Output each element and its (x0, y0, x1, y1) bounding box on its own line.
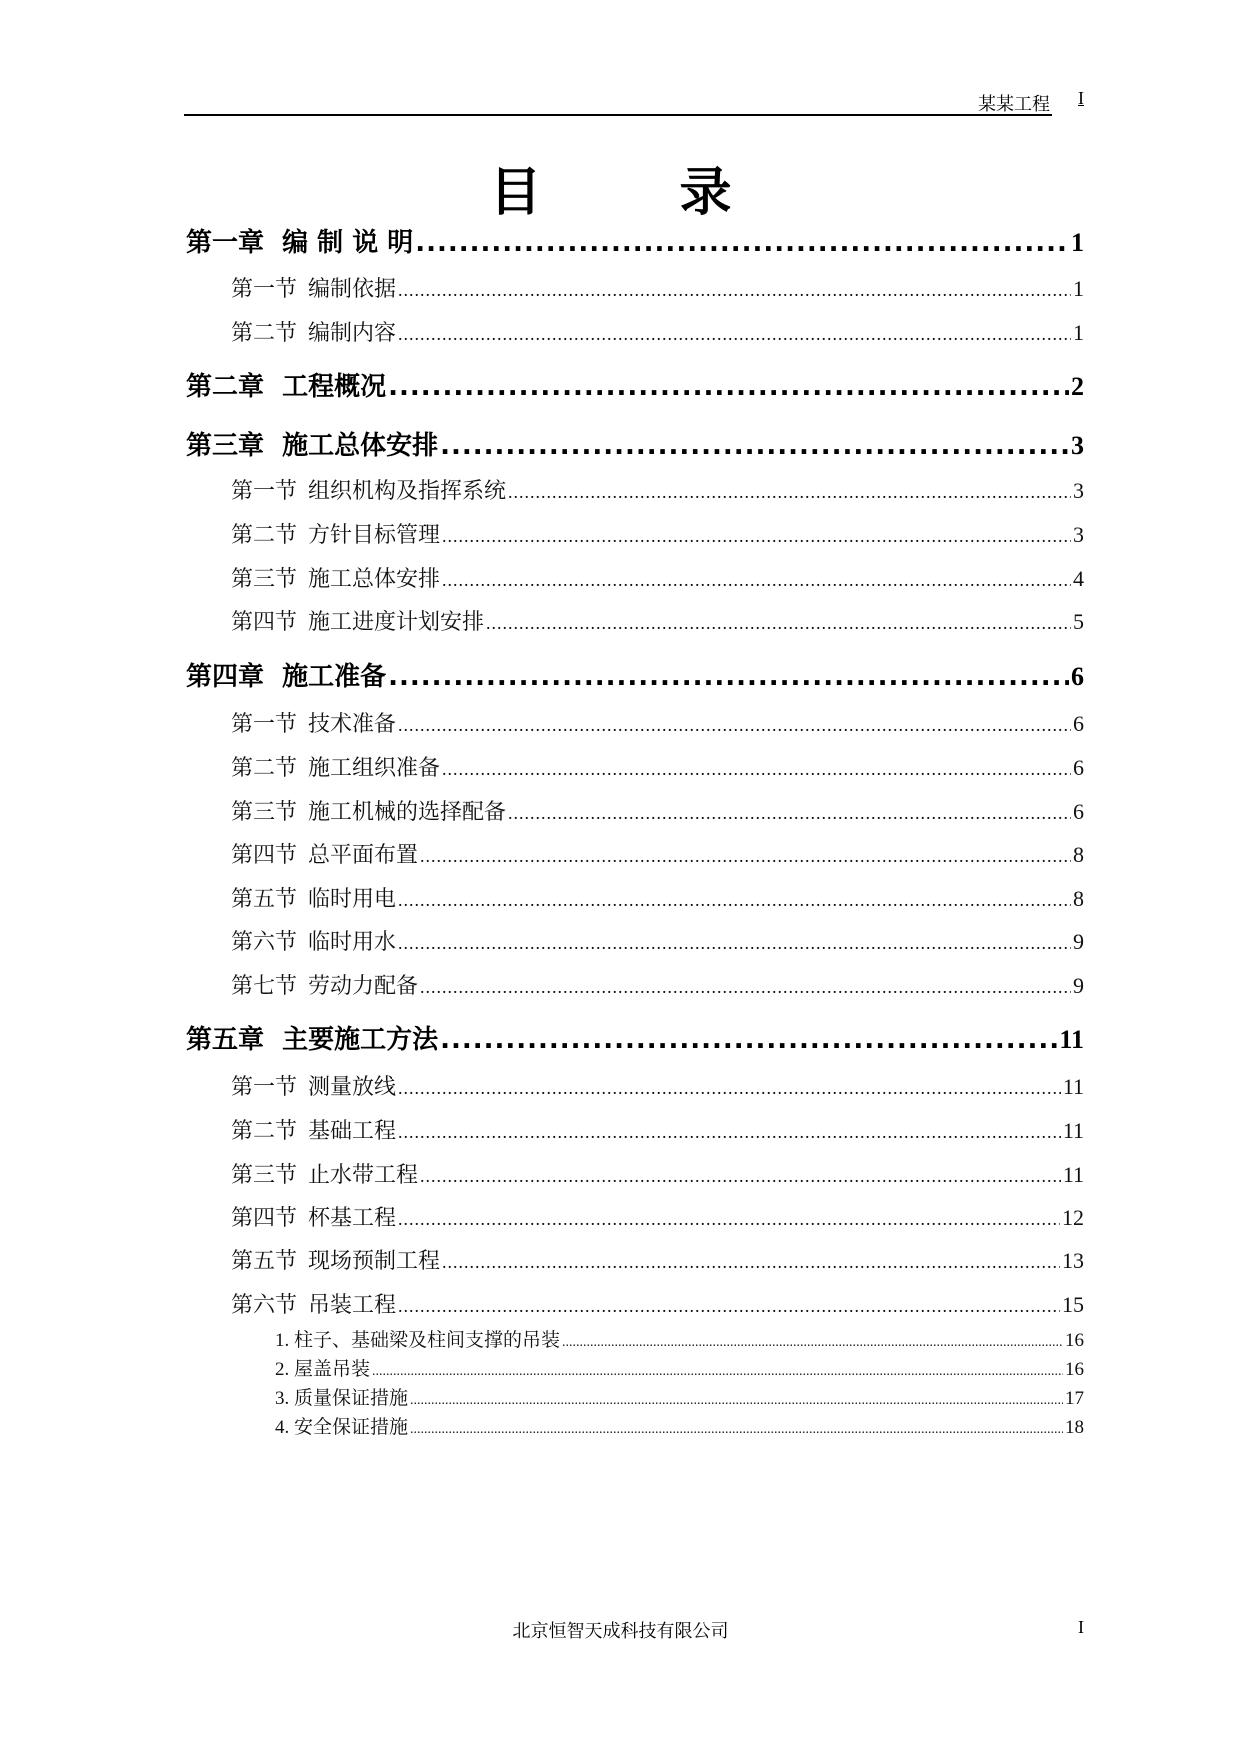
toc-page-number: 6 (1073, 799, 1084, 824)
toc-section[interactable] (231, 1114, 1084, 1145)
toc-chapter[interactable] (186, 656, 1084, 693)
toc-item[interactable] (275, 1383, 1084, 1410)
toc-page-number: 6 (1073, 711, 1084, 736)
toc-leader-dots (410, 1422, 1063, 1438)
toc-leader-dots (398, 1209, 1060, 1230)
toc-page-number: 4 (1073, 566, 1084, 591)
toc-page-number: 11 (1062, 1162, 1084, 1187)
toc-entry-label: 第一节 测量放线 (231, 1074, 397, 1099)
toc-entry-label: 第五节 现场预制工程 (231, 1248, 441, 1273)
toc-leader-dots (398, 933, 1071, 954)
toc-entry-label: 第五节 临时用电 (231, 886, 397, 911)
toc-chapter[interactable] (186, 1019, 1084, 1056)
toc-leader-dots (398, 324, 1071, 345)
toc-section[interactable] (231, 1244, 1084, 1275)
toc-entry-label: 第一节 技术准备 (231, 711, 397, 736)
toc-section[interactable] (231, 1201, 1084, 1232)
toc-leader-dots (440, 1025, 1057, 1055)
toc-section[interactable] (231, 272, 1084, 303)
toc-page-number: 6 (1071, 662, 1084, 691)
toc-page-number: 2 (1071, 372, 1084, 401)
toc-entry-label: 第二节 基础工程 (231, 1118, 397, 1143)
footer-company: 北京恒智天成科技有限公司 (512, 1621, 729, 1641)
toc-leader-dots (442, 570, 1071, 591)
toc-entry-label: 第五章 主要施工方法 (186, 1025, 439, 1055)
toc-page-number: 3 (1071, 431, 1084, 460)
toc-entry-label: 第七节 劳动力配备 (231, 973, 419, 998)
toc-entry-label: 第六节 吊装工程 (231, 1292, 397, 1317)
toc-leader-dots (398, 890, 1071, 911)
toc-section[interactable] (231, 838, 1084, 869)
toc-leader-dots (420, 1166, 1061, 1187)
toc-page-number: 9 (1073, 973, 1084, 998)
toc-section[interactable] (231, 316, 1084, 347)
toc-leader-dots (398, 1296, 1060, 1317)
toc-section[interactable] (231, 882, 1084, 913)
toc-page-number: 9 (1073, 929, 1084, 954)
toc-entry-label: 第二节 方针目标管理 (231, 522, 441, 547)
toc-page-number: 15 (1062, 1292, 1084, 1317)
toc-chapter[interactable] (186, 366, 1084, 403)
toc-entry-label: 第一节 编制依据 (231, 276, 397, 301)
toc-section[interactable] (231, 751, 1084, 782)
toc-entry-label: 第二节 施工组织准备 (231, 755, 441, 780)
toc-page-number: 3 (1073, 522, 1084, 547)
toc-page-number: 11 (1062, 1118, 1084, 1143)
toc-leader-dots (410, 1393, 1063, 1409)
toc-page-number: 8 (1073, 842, 1084, 867)
toc-section[interactable] (231, 1070, 1084, 1101)
header-rule (184, 114, 1052, 116)
toc-page-number: 11 (1062, 1074, 1084, 1099)
toc-leader-dots (442, 526, 1071, 547)
toc-page-number: 11 (1059, 1025, 1084, 1054)
toc-leader-dots (372, 1364, 1063, 1380)
toc-entry-label: 第一章 编 制 说 明 (186, 228, 414, 258)
toc-leader-dots (486, 613, 1071, 634)
toc-section[interactable] (231, 795, 1084, 826)
toc-entry-label: 1. 柱子、基础梁及柱间支撑的吊装 (275, 1330, 561, 1351)
toc-leader-dots (388, 662, 1069, 692)
toc-entry-label: 第二节 编制内容 (231, 320, 397, 345)
toc-page-number: 13 (1062, 1248, 1084, 1273)
toc-entry-label: 4. 安全保证措施 (275, 1417, 409, 1438)
toc-page-number: 1 (1071, 228, 1084, 257)
toc-section[interactable] (231, 474, 1084, 505)
page-title: 目 录 (489, 163, 792, 223)
toc-entry-label: 第三节 止水带工程 (231, 1162, 419, 1187)
toc-leader-dots (398, 280, 1071, 301)
toc-leader-dots (398, 715, 1071, 736)
toc-leader-dots (420, 846, 1071, 867)
toc-page-number: 12 (1062, 1205, 1084, 1230)
toc-section[interactable] (231, 518, 1084, 549)
toc-page-number: 5 (1073, 609, 1084, 634)
header-title: 某某工程 (978, 94, 1050, 114)
toc-page-number: 1 (1073, 320, 1084, 345)
toc-leader-dots (415, 228, 1069, 258)
toc-section[interactable] (231, 707, 1084, 738)
toc-item[interactable] (275, 1412, 1084, 1439)
toc-chapter[interactable] (186, 425, 1084, 462)
toc-section[interactable] (231, 562, 1084, 593)
toc-page-number: 17 (1065, 1388, 1084, 1409)
toc-leader-dots (442, 759, 1071, 780)
toc-entry-label: 第六节 临时用水 (231, 929, 397, 954)
toc-leader-dots (440, 431, 1069, 461)
toc-leader-dots (420, 977, 1071, 998)
header-page-number: I (1078, 88, 1084, 108)
toc-section[interactable] (231, 605, 1084, 636)
page-header (184, 84, 1084, 114)
toc-entry-label: 第四节 总平面布置 (231, 842, 419, 867)
footer-page-number: I (1078, 1617, 1084, 1637)
toc-page-number: 16 (1065, 1359, 1084, 1380)
toc-entry-label: 第三节 施工总体安排 (231, 566, 441, 591)
toc-entry-label: 第一节 组织机构及指挥系统 (231, 478, 507, 503)
toc-entry-label: 第四章 施工准备 (186, 662, 387, 692)
toc-entry-label: 第二章 工程概况 (186, 372, 387, 402)
toc-item[interactable] (275, 1354, 1084, 1381)
toc-leader-dots (508, 482, 1071, 503)
toc-item[interactable] (275, 1325, 1084, 1352)
toc-entry-label: 3. 质量保证措施 (275, 1388, 409, 1409)
toc-section[interactable] (231, 1288, 1084, 1319)
toc-entry-label: 第三节 施工机械的选择配备 (231, 799, 507, 824)
toc-leader-dots (442, 1252, 1060, 1273)
toc-leader-dots (388, 372, 1069, 402)
toc-chapter[interactable] (186, 222, 1084, 259)
toc-entry-label: 2. 屋盖吊装 (275, 1359, 371, 1380)
toc-leader-dots (398, 1122, 1061, 1143)
toc-section[interactable] (231, 969, 1084, 1000)
toc-page-number: 3 (1073, 478, 1084, 503)
toc-page-number: 16 (1065, 1330, 1084, 1351)
toc-page-number: 6 (1073, 755, 1084, 780)
toc-leader-dots (398, 1078, 1061, 1099)
toc-section[interactable] (231, 1158, 1084, 1189)
toc-entry-label: 第三章 施工总体安排 (186, 431, 439, 461)
toc-page-number: 1 (1073, 276, 1084, 301)
toc-leader-dots (562, 1335, 1063, 1351)
toc-page-number: 8 (1073, 886, 1084, 911)
toc-page-number: 18 (1065, 1417, 1084, 1438)
toc-section[interactable] (231, 925, 1084, 956)
toc-leader-dots (508, 803, 1071, 824)
toc-entry-label: 第四节 施工进度计划安排 (231, 609, 485, 634)
toc-entry-label: 第四节 杯基工程 (231, 1205, 397, 1230)
